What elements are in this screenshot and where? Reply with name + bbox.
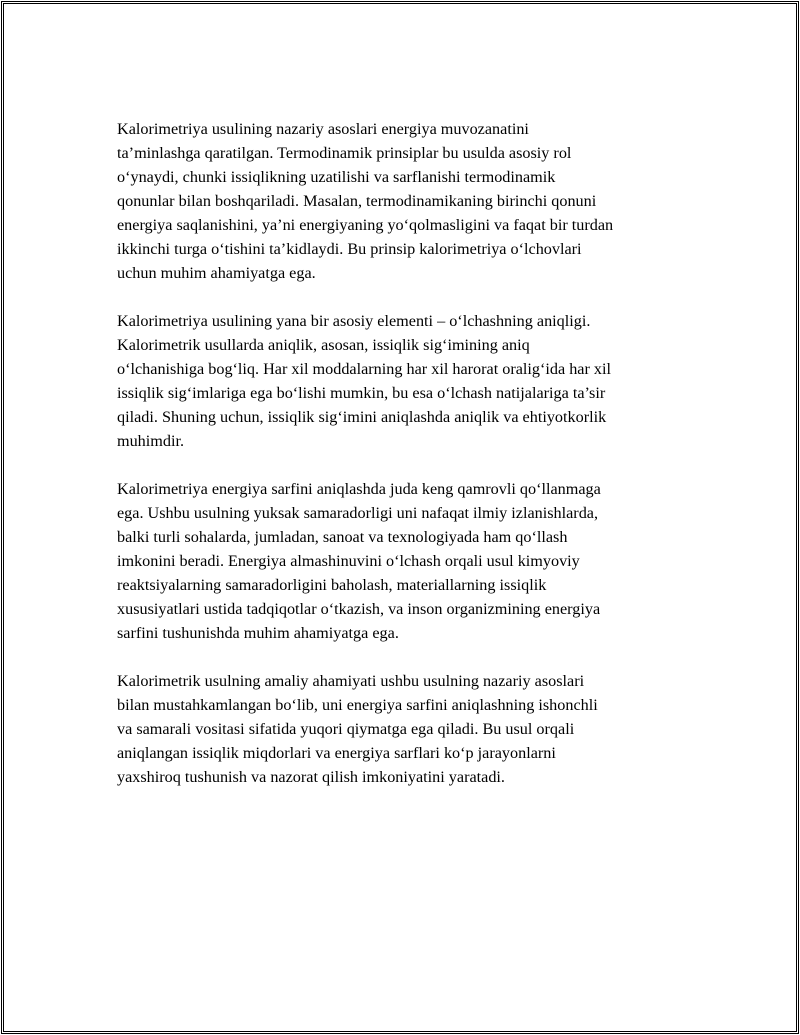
paragraph-2: Kalorimetriya usulining yana bir asosiy elementi – o‘lchashning aniqligi. Kalorimetrik usullarda aniqlik, asosan, issiqlik sig‘imining aniq o‘lchanishiga bog‘liq. Har xil moddalarning har xil harorat oralig‘ida har xil issiqlik sig‘imlariga ega bo‘lishi mumkin, bu esa o‘lchash natijalariga ta’sir qiladi. Shuning uchun, issiqlik sig‘imini aniqlashda aniqlik va ehtiyotkorlik muhimdir. [117, 312, 612, 450]
paragraph-1: Kalorimetriya usulining nazariy asoslari energiya muvozanatini ta’minlashga qaratilgan. Termodinamik prinsiplar bu usulda asosiy rol o‘ynaydi, chunki issiqlikning uzatilishi va sarflanishi termodinamik qonunlar bilan boshqariladi. Masalan, termodinamikaning birinchi qonuni energiya saqlanishini, ya’ni energiyaning yo‘qolmasligini va faqat bir turdan ikkinchi turga o‘tishini ta’kidlaydi. Bu prinsip kalorimetriya o‘lchovlari uchun muhim ahamiyatga ega. [117, 120, 614, 282]
paragraph-3: Kalorimetriya energiya sarfini aniqlashda juda keng qamrovli qo‘llanmaga ega. Ushbu usulning yuksak samaradorligi uni nafaqat ilmiy izlanishlarda, balki turli sohalarda, jumladan, sanoat va texnologiyada ham qo‘llash imkonini beradi. Energiya almashinuvini o‘lchash orqali usul kimyoviy reaktsiyalarning samaradorligini baholash, materiallarning issiqlik xususiyatlari ustida tadqiqotlar o‘tkazish, va inson organizmining energiya sarfini tushunishda muhim ahamiyatga ega. [117, 480, 601, 642]
document-body [117, 117, 687, 813]
paragraph-4: Kalorimetrik usulning amaliy ahamiyati ushbu usulning nazariy asoslari bilan mustahkamlangan bo‘lib, uni energiya sarfini aniqlashning ishonchli va samarali vositasi sifatida yuqori qiymatga ega qiladi. Bu usul orqali aniqlangan issiqlik miqdorlari va energiya sarflari ko‘p jarayonlarni yaxshiroq tushunish va nazorat qilish imkoniyatini yaratadi. [117, 672, 598, 786]
